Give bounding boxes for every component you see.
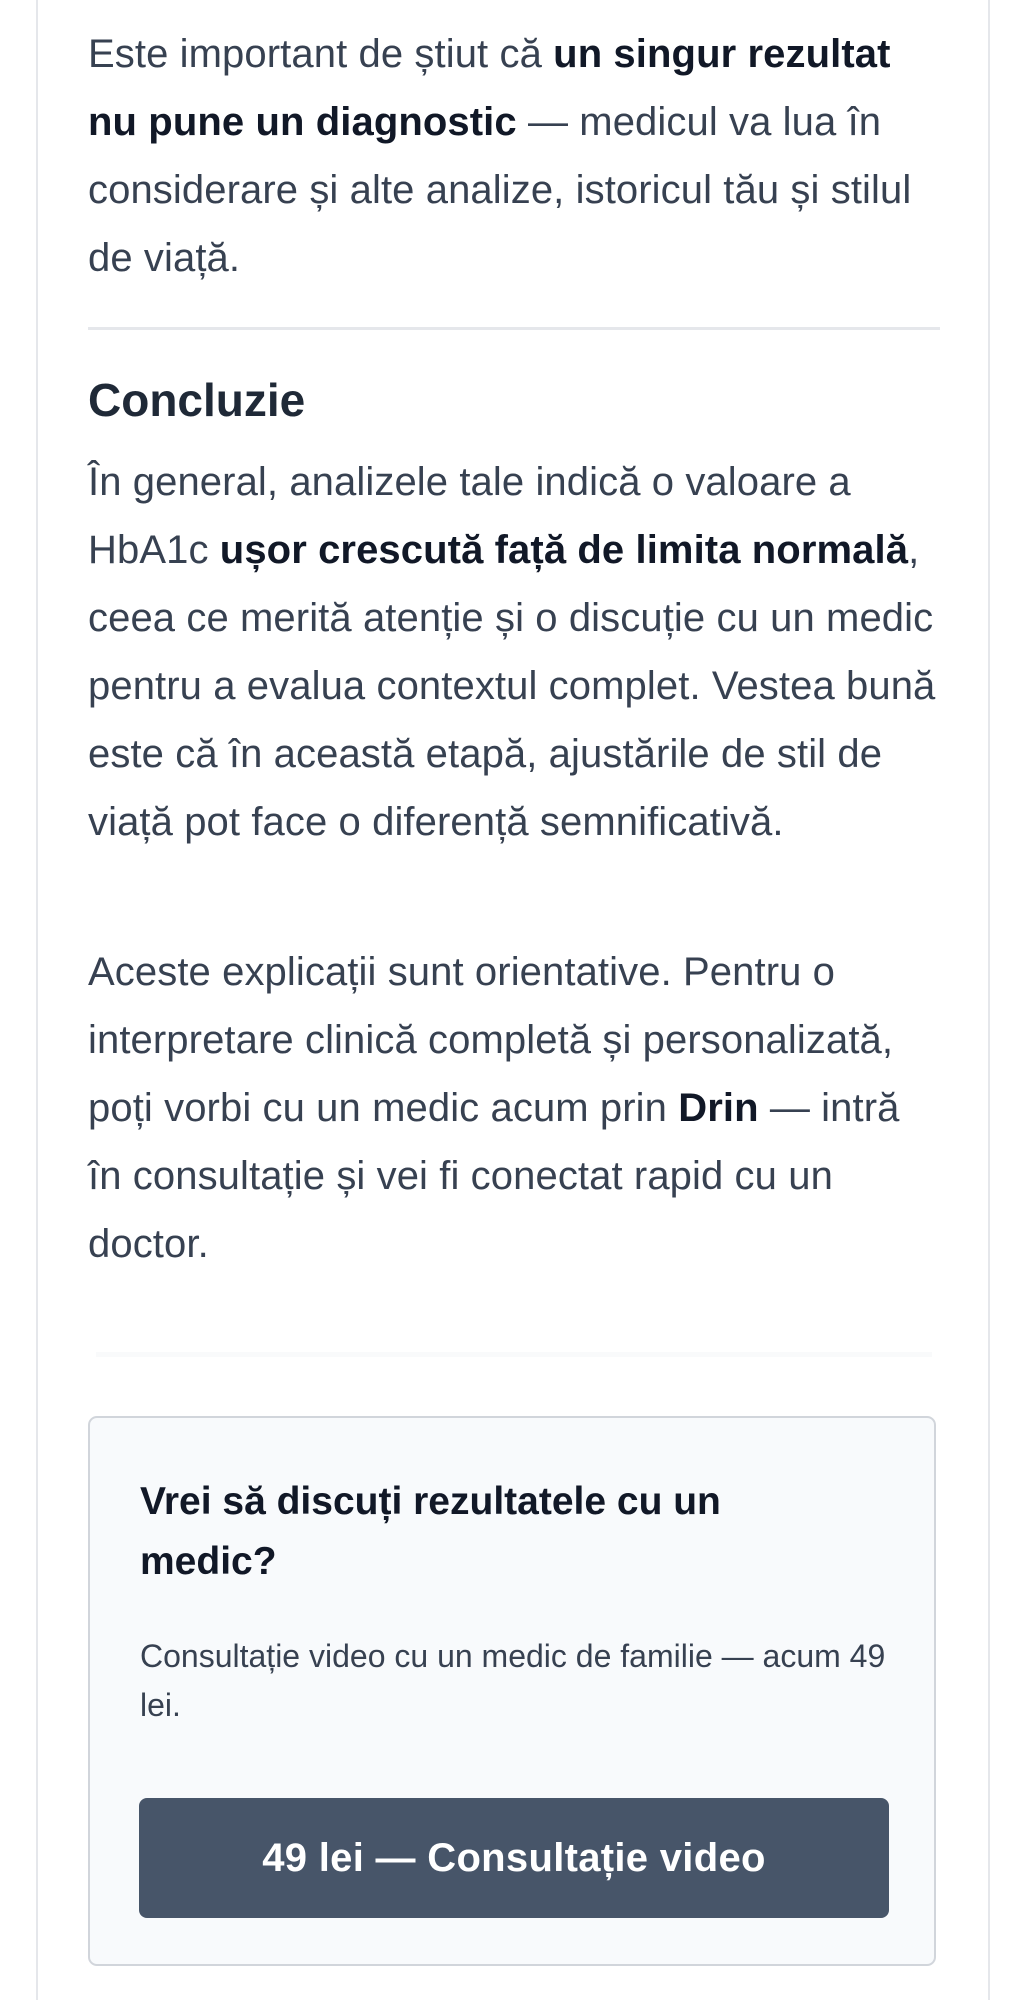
conclusion-heading: Concluzie	[88, 374, 306, 426]
intro-text-end: — medicul va lua în considerare și alte analize, istoricul tău și stilul de viață.	[88, 100, 912, 280]
conclusion-paragraph-1	[88, 448, 940, 856]
video-consultation-button[interactable]: 49 lei — Consultație video	[139, 1798, 889, 1918]
conclusion-paragraph-2	[88, 938, 940, 1278]
conclusion-1-emphasis: ușor crescută față de limita normală	[219, 528, 909, 572]
conclusion-2-text-end: — intră în consultație și vei fi conectat rapid cu un doctor.	[88, 1086, 900, 1266]
conclusion-1-text-end: , ceea ce merită atenție și o discuție cu un medic pentru a evalua contextul complet. Vestea bună este că în această etapă, ajustările de stil de viață pot face o diferență semnificativă.	[88, 528, 936, 844]
intro-text-start: Este important de știut că	[88, 32, 554, 76]
section-divider	[88, 327, 940, 330]
faint-divider	[96, 1352, 932, 1357]
intro-paragraph	[88, 20, 940, 292]
cta-title: Vrei să discuți rezultatele cu un medic?	[140, 1480, 721, 1583]
intro-emphasis: un singur rezultat nu pune un diagnostic	[88, 32, 891, 144]
cta-description: Consultație video cu un medic de familie — acum 49 lei.	[140, 1638, 886, 1723]
conclusion-2-text-start: Aceste explicații sunt orientative. Pentru o interpretare clinică completă și personalizată, poți vorbi cu un medic acum prin	[88, 950, 894, 1130]
brand-name: Drin	[678, 1086, 759, 1130]
consultation-cta-card	[88, 1416, 936, 1966]
conclusion-1-text-start: În general, analizele tale indică o valoare a HbA1c	[88, 460, 851, 572]
